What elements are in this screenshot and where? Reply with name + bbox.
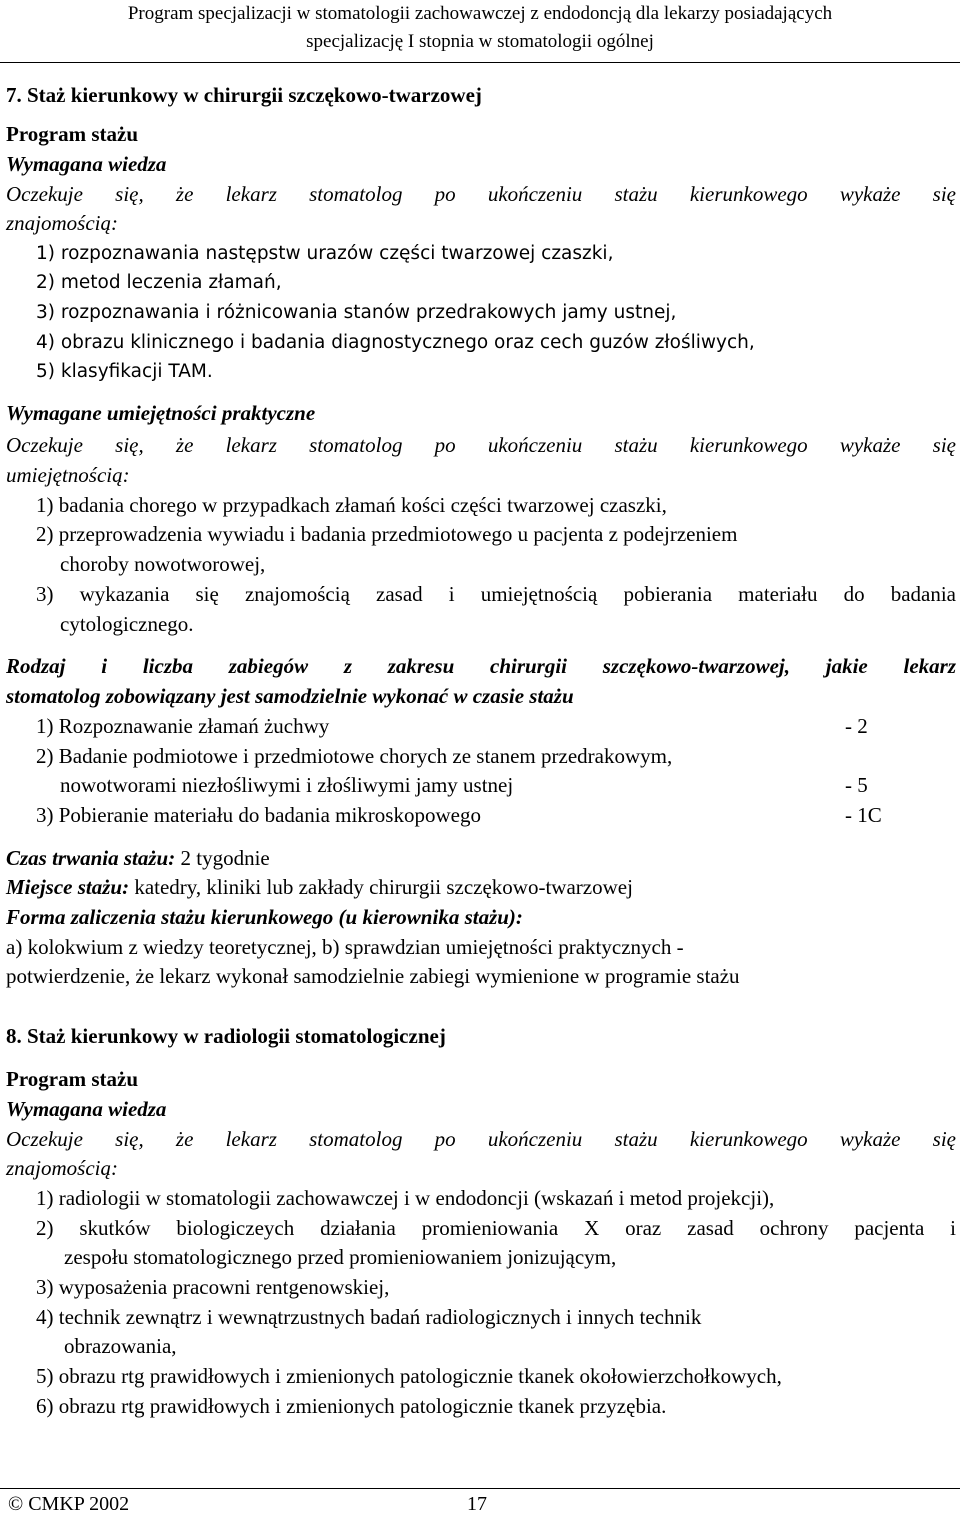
section-8-program-heading: Program stażu bbox=[6, 1067, 138, 1091]
list-item: cytologicznego. bbox=[60, 612, 194, 636]
section-8-knowledge-heading: Wymagana wiedza bbox=[6, 1097, 167, 1121]
section-7-knowledge-heading: Wymagana wiedza bbox=[6, 152, 167, 176]
section-7-knowledge-intro-cont: znajomością: bbox=[6, 211, 118, 235]
list-item: 5) obrazu rtg prawidłowych i zmienionych patologicznie tkanek okołowierzchołkowych, bbox=[36, 1364, 782, 1388]
section-7-skills-heading: Wymagane umiejętności praktyczne bbox=[6, 401, 316, 425]
list-item: obrazowania, bbox=[64, 1334, 177, 1358]
list-item: 1) rozpoznawania następstw urazów części twarzowej czaszki, bbox=[36, 243, 614, 264]
list-item: 3) rozpoznawania i różnicowania stanów przedrakowych jamy ustnej, bbox=[36, 302, 677, 323]
duration-value: 2 tygodnie bbox=[175, 846, 270, 870]
procedure-item: 2) Badanie podmiotowe i przedmiotowe chorych ze stanem przedrakowym, bbox=[36, 744, 673, 768]
section-7-procedures-heading: Rodzaj i liczba zabiegów z zakresu chirurgii szczękowo-twarzowej, jakie lekarz bbox=[6, 654, 956, 678]
section-7-duration bbox=[6, 845, 270, 871]
procedure-count: - 1C bbox=[845, 803, 882, 827]
header-divider bbox=[0, 62, 960, 63]
section-7-place bbox=[6, 874, 633, 900]
page-header bbox=[0, 0, 960, 60]
section-7-skills-intro: Oczekuje się, że lekarz stomatolog po ukończeniu stażu kierunkowego wykaże się bbox=[6, 433, 956, 457]
section-8-title: 8. Staż kierunkowy w radiologii stomatologicznej bbox=[6, 1024, 446, 1048]
list-item: 4) obrazu klinicznego i badania diagnostycznego oraz cech guzów złośliwych, bbox=[36, 332, 755, 353]
section-7-assessment-heading: Forma zaliczenia stażu kierunkowego (u kierownika stażu): bbox=[6, 905, 523, 929]
list-item: 2) metod leczenia złamań, bbox=[36, 272, 282, 293]
place-value: katedry, kliniki lub zakłady chirurgii szczękowo-twarzowej bbox=[129, 875, 633, 899]
place-label: Miejsce stażu: bbox=[6, 875, 130, 899]
section-7-program-heading: Program stażu bbox=[6, 122, 138, 146]
list-item: 2) przeprowadzenia wywiadu i badania przedmiotowego u pacjenta z podejrzeniem bbox=[36, 522, 738, 546]
section-7-assessment-text-cont: potwierdzenie, że lekarz wykonał samodzielnie zabiegi wymienione w programie stażu bbox=[6, 964, 740, 988]
list-item: zespołu stomatologicznego przed promieniowaniem jonizującym, bbox=[64, 1245, 617, 1269]
header-line-2: specjalizację I stopnia w stomatologii ogólnej bbox=[306, 31, 654, 52]
procedure-item: 3) Pobieranie materiału do badania mikroskopowego bbox=[36, 803, 481, 827]
procedure-item: nowotworami niezłośliwymi i złośliwymi jamy ustnej bbox=[60, 773, 514, 797]
section-7-title: 7. Staż kierunkowy w chirurgii szczękowo-twarzowej bbox=[6, 83, 482, 107]
list-item: 6) obrazu rtg prawidłowych i zmienionych patologicznie tkanek przyzębia. bbox=[36, 1394, 667, 1418]
list-item: 2) skutków biologiczeych działania promieniowania X oraz zasad ochrony pacjenta i bbox=[36, 1216, 956, 1240]
section-7-assessment-text: a) kolokwium z wiedzy teoretycznej, b) sprawdzian umiejętności praktycznych - bbox=[6, 935, 684, 959]
list-item: 1) radiologii w stomatologii zachowawczej i w endodoncji (wskazań i metod projekcji), bbox=[36, 1186, 775, 1210]
list-item: 1) badania chorego w przypadkach złamań kości części twarzowej czaszki, bbox=[36, 493, 667, 517]
list-item: 3) wyposażenia pracowni rentgenowskiej, bbox=[36, 1275, 390, 1299]
procedure-item: 1) Rozpoznawanie złamań żuchwy bbox=[36, 714, 330, 738]
section-7-knowledge-intro: Oczekuje się, że lekarz stomatolog po ukończeniu stażu kierunkowego wykaże się bbox=[6, 182, 956, 206]
section-8-knowledge-intro-cont: znajomością: bbox=[6, 1156, 118, 1180]
section-7-procedures-heading-cont: stomatolog zobowiązany jest samodzielnie wykonać w czasie stażu bbox=[6, 684, 574, 708]
procedure-count: - 2 bbox=[845, 714, 868, 738]
footer-divider bbox=[0, 1488, 960, 1489]
page-number: 17 bbox=[467, 1493, 487, 1515]
section-7-skills-intro-cont: umiejętnością: bbox=[6, 463, 130, 487]
footer-copyright: © CMKP 2002 bbox=[8, 1493, 130, 1515]
list-item: 5) klasyfikacji TAM. bbox=[36, 361, 213, 382]
duration-label: Czas trwania stażu: bbox=[6, 846, 176, 870]
list-item: 3) wykazania się znajomością zasad i umiejętnością pobierania materiału do badania bbox=[36, 582, 956, 606]
procedure-count: - 5 bbox=[845, 773, 868, 797]
list-item: 4) technik zewnątrz i wewnątrzustnych badań radiologicznych i innych technik bbox=[36, 1305, 702, 1329]
list-item: choroby nowotworowej, bbox=[60, 552, 266, 576]
header-line-1: Program specjalizacji w stomatologii zachowawczej z endodoncją dla lekarzy posiadających bbox=[127, 3, 833, 24]
section-8-knowledge-intro: Oczekuje się, że lekarz stomatolog po ukończeniu stażu kierunkowego wykaże się bbox=[6, 1127, 956, 1151]
